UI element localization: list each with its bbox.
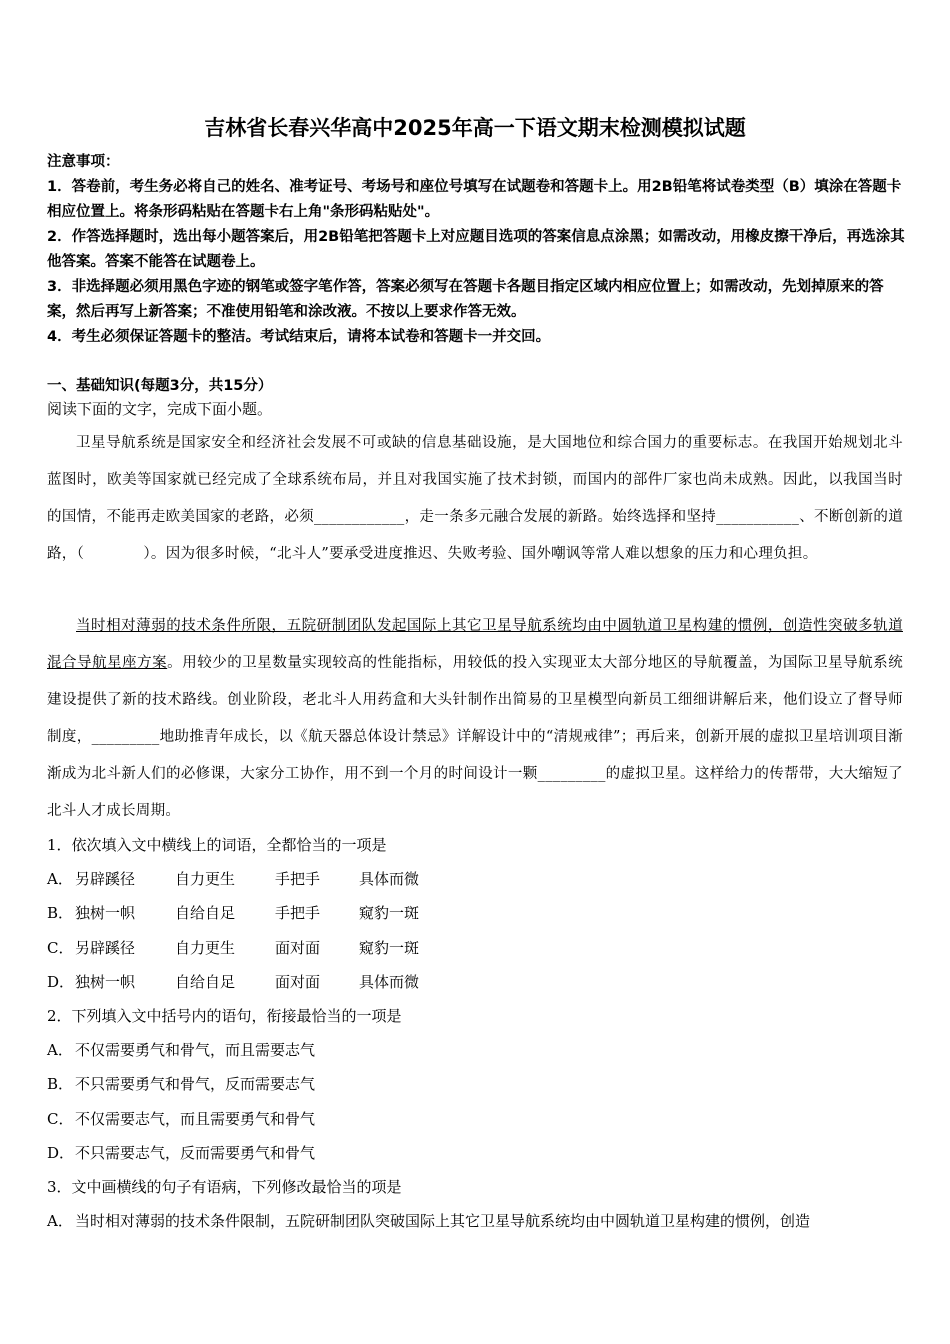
option-word: 窥豹一斑 — [359, 904, 420, 923]
question-2-option-c — [47, 1102, 905, 1136]
option-word: 手把手 — [275, 870, 321, 889]
passage-paragraph-2 — [47, 608, 903, 830]
option-word: 手把手 — [275, 904, 321, 923]
option-label: A． — [47, 1041, 73, 1060]
option-label: B． — [47, 1075, 74, 1094]
page-title: 吉林省长春兴华高中2025年高一下语文期末检测模拟试题 — [204, 116, 746, 140]
question-1-option-b — [47, 896, 905, 930]
question-2-option-d — [47, 1136, 905, 1170]
questions-block — [47, 828, 905, 1238]
section-instruction: 阅读下面的文字，完成下面小题。 — [47, 400, 273, 418]
option-label: B． — [47, 904, 74, 923]
option-label: D． — [47, 972, 75, 991]
option-word: 窥豹一斑 — [359, 938, 420, 957]
option-text: 不仅需要志气，而且需要勇气和骨气 — [75, 1109, 316, 1128]
question-1-option-c — [47, 931, 905, 965]
section-heading: 一、基础知识(每题3分，共15分） — [47, 378, 273, 394]
notice-block — [47, 150, 905, 350]
option-label: A． — [47, 1212, 73, 1231]
notice-item: 3．非选择题必须用黑色字迹的钢笔或签字笔作答，答案必须写在答题卡各题目指定区域内相应位置上；如需改动，先划掉原来的答案，然后再写上新答案；不准使用铅笔和涂改液。不按以上要求作答无效。 — [47, 279, 884, 320]
passage-paragraph-2-rest: 。用较少的卫星数量实现较高的性能指标，用较低的投入实现亚太大部分地区的导航覆盖，为国际卫星导航系统建设提供了新的技术路线。创业阶段，老北斗人用药盒和大头针制作出简易的卫星模型向新员工细细讲解后来，他们设立了督导师制度，_________地助推青年成长，以《航天器总体设计禁忌》详解设计中的“清规戒律”；再后来，创新开展的虚拟卫星培训项目渐渐成为北斗新人们的必修课，大家分工协作，用不到一个月的时间设计一颗_________的虚拟卫星。这样给力的传帮带，大大缩短了北斗人才成长周期。 — [47, 655, 903, 819]
option-word: 另辟蹊径 — [75, 870, 136, 889]
option-label: C． — [47, 938, 74, 957]
option-label: C． — [47, 1109, 74, 1128]
question-2-option-b — [47, 1067, 905, 1101]
option-text: 当时相对薄弱的技术条件限制，五院研制团队突破国际上其它卫星导航系统均由中圆轨道卫星构建的惯例，创造 — [75, 1212, 811, 1231]
question-1-option-a — [47, 862, 905, 896]
question-2-option-a — [47, 1033, 905, 1067]
underlined-sentence: 当时相对薄弱的技术条件所限，五院研制团队发起国际上其它卫星导航系统均由中圆轨道卫星构建的惯例，创造性突破多轨道混合导航星座方案 — [47, 618, 903, 671]
notice-heading: 注意事项： — [47, 154, 120, 170]
option-label: A． — [47, 870, 73, 889]
question-2-stem: 2．下列填入文中括号内的语句，衔接最恰当的一项是 — [47, 1006, 402, 1025]
option-word: 面对面 — [275, 938, 321, 957]
option-text: 不只需要志气，反而需要勇气和骨气 — [75, 1143, 316, 1162]
notice-item: 4．考生必须保证答题卡的整洁。考试结束后，请将本试卷和答题卡一并交回。 — [47, 329, 551, 345]
option-text: 不仅需要勇气和骨气，而且需要志气 — [75, 1041, 316, 1060]
notice-item: 1．答卷前，考生务必将自己的姓名、准考证号、考场号和座位号填写在试题卷和答题卡上。用2B铅笔将试卷类型（B）填涂在答题卡相应位置上。将条形码粘贴在答题卡右上角"条形码粘贴处"。 — [47, 179, 902, 220]
option-word: 自给自足 — [175, 904, 236, 923]
notice-item: 2．作答选择题时，选出每小题答案后，用2B铅笔把答题卡上对应题目选项的答案信息点涂黑；如需改动，用橡皮擦干净后，再选涂其他答案。答案不能答在试题卷上。 — [47, 229, 905, 270]
passage-paragraph-1: 卫星导航系统是国家安全和经济社会发展不可或缺的信息基础设施，是大国地位和综合国力的重要标志。在我国开始规划北斗蓝图时，欧美等国家就已经完成了全球系统布局，并且对我国实施了技术封锁，而国内的部件厂家也尚未成熟。因此，以我国当时的国情，不能再走欧美国家的老路，必须____________，走一条多元融合发展的新路。始终选择和坚持___________、不断创新的道路，（ ）。因为很多时候，“北斗人”要承受进度推迟、失败考验、国外嘲讽等常人难以想象的压力和心理负担。 — [47, 435, 903, 562]
option-word: 面对面 — [275, 972, 321, 991]
option-word: 另辟蹊径 — [75, 938, 136, 957]
option-word: 自力更生 — [175, 938, 236, 957]
question-3-stem: 3．文中画横线的句子有语病，下列修改最恰当的项是 — [47, 1177, 402, 1196]
option-word: 独树一帜 — [75, 904, 136, 923]
option-word: 自力更生 — [175, 870, 236, 889]
question-1-stem: 1．依次填入文中横线上的词语，全都恰当的一项是 — [47, 836, 387, 854]
option-word: 具体而微 — [359, 972, 420, 991]
option-word: 自给自足 — [175, 972, 236, 991]
option-label: D． — [47, 1143, 75, 1162]
option-word: 具体而微 — [359, 870, 420, 889]
option-text: 不只需要勇气和骨气，反而需要志气 — [75, 1075, 316, 1094]
question-1-option-d — [47, 965, 905, 999]
question-3-option-a — [47, 1204, 905, 1238]
option-word: 独树一帜 — [75, 972, 136, 991]
